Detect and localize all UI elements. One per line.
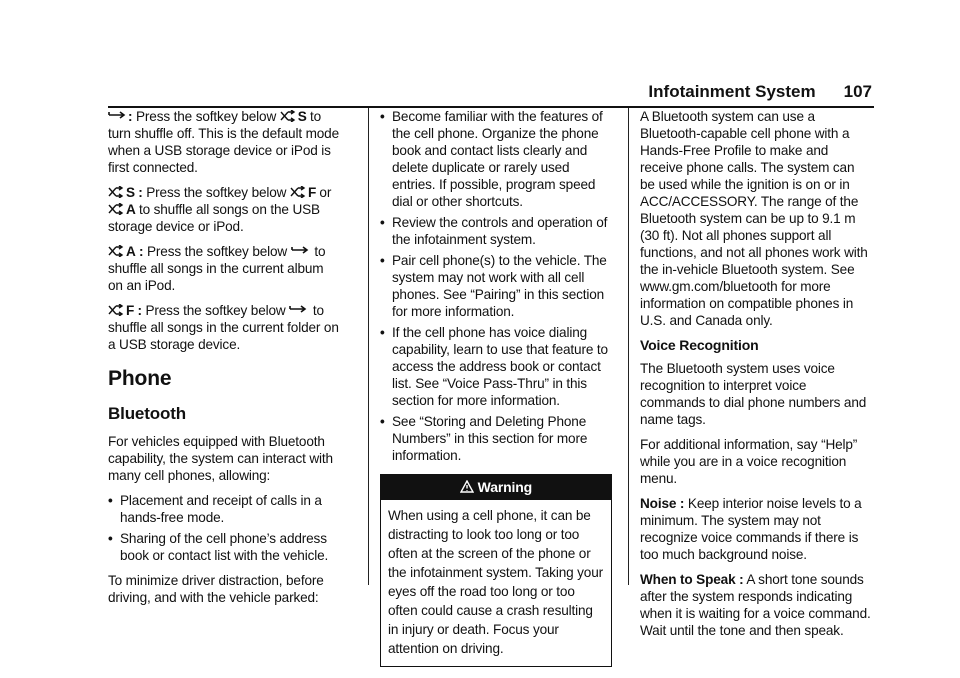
- repeat-arrow-icon: [291, 244, 311, 259]
- minimize-distraction-text: To minimize driver distraction, before driving, and with the vehicle parked:: [108, 573, 324, 605]
- bluetooth-bullets: [108, 492, 340, 564]
- warning-text: When using a cell phone, it can be distracting to look too long or too often at the screen of the phone or the infotainment system. Taking your eyes off the road too long or too often could cause a crash resulting in injury or death. Focus your attention on driving.: [388, 508, 603, 656]
- column-2: [380, 108, 612, 667]
- shuffle-off-paragraph: [108, 108, 340, 176]
- warning-title: Warning: [477, 479, 533, 495]
- shuffle-all-paragraph: S : Press the softkey below F or A to shuffle all songs on the USB storage device or iPod.: [108, 185, 332, 234]
- list-item: • Sharing of the cell phone’s address book or contact list with the vehicle.: [108, 530, 340, 564]
- when-to-speak-label: When to Speak :: [640, 572, 744, 587]
- voice-recognition-text: The Bluetooth system uses voice recognition to interpret voice commands to dial phone numbers and name tags.: [640, 361, 867, 427]
- warning-triangle-icon: [460, 479, 474, 495]
- page-header: [648, 82, 872, 102]
- warning-box: [380, 474, 612, 667]
- list-item: • Placement and receipt of calls in a hands-free mode.: [108, 492, 340, 526]
- page-number: 107: [843, 82, 872, 101]
- repeat-arrow-icon: [289, 303, 309, 318]
- when-to-speak-paragraph: When to Speak : A short tone sounds after the system responds indicating when it is waiting for a voice command. Wait until the tone and then speak.: [640, 572, 871, 638]
- text: to turn shuffle off. This is the default mode when a USB storage device or iPod is first connected.: [108, 109, 339, 175]
- list-item: • Become familiar with the features of the cell phone. Organize the phone book and contact lists clearly and delete duplicate or rarely used entries. If possible, program speed dial or other shortcuts.: [380, 108, 612, 210]
- shuffle-icon: S: [108, 185, 135, 200]
- list-item: • Pair cell phone(s) to the vehicle. The system may not work with all cell phones. See “Pairing” in this section for more information.: [380, 252, 612, 320]
- bluetooth-heading: Bluetooth: [108, 404, 186, 423]
- shuffle-icon: F: [290, 185, 316, 200]
- shuffle-icon: A: [108, 202, 135, 217]
- shuffle-album-paragraph: A : Press the softkey below to shuffle all songs in the current album on an iPod.: [108, 244, 326, 293]
- shuffle-icon: A: [108, 244, 135, 259]
- repeat-arrow-icon: [108, 109, 128, 124]
- column-3: [640, 108, 872, 647]
- column-divider: [368, 108, 369, 585]
- list-item: • See “Storing and Deleting Phone Numbers” in this section for more information.: [380, 413, 612, 464]
- bluetooth-intro: For vehicles equipped with Bluetooth capability, the system can interact with many cell phones, allowing:: [108, 434, 333, 483]
- phone-heading: Phone: [108, 367, 172, 390]
- list-item: • If the cell phone has voice dialing capability, learn to use that feature to access the address book or contact list. See “Voice Pass-Thru” in this section for more information.: [380, 324, 612, 409]
- header-title: Infotainment System: [648, 82, 816, 101]
- noise-label: Noise :: [640, 496, 685, 511]
- column-1: [108, 108, 340, 614]
- text: Press the softkey below: [132, 109, 280, 124]
- shuffle-icon: S: [280, 109, 307, 124]
- bluetooth-description: A Bluetooth system can use a Bluetooth-capable cell phone with a Hands-Free Profile to make and receive phone calls. The system can be used while the ignition is on or in ACC/ACCESSORY. The range of the Bluetooth system can be up to 9.1 m (30 ft). Not all phones support all functions, and not all phones work with the in-vehicle Bluetooth system. See www.gm.com/bluetooth for more information on compatible phones in U.S. and Canada only.: [640, 109, 868, 328]
- column-divider: [628, 108, 629, 585]
- shuffle-folder-paragraph: F : Press the softkey below to shuffle all songs in the current folder on a USB storage device.: [108, 303, 339, 352]
- list-item: • Review the controls and operation of the infotainment system.: [380, 214, 612, 248]
- shuffle-icon: F: [108, 303, 134, 318]
- warning-header: [381, 475, 611, 500]
- preparation-bullets: [380, 108, 612, 464]
- voice-recognition-heading: Voice Recognition: [640, 337, 759, 353]
- noise-paragraph: Noise : Keep interior noise levels to a minimum. The system may not recognize voice commands if there is too much background noise.: [640, 496, 862, 562]
- label-colon: :: [128, 109, 133, 124]
- help-text: For additional information, say “Help” while you are in a voice recognition menu.: [640, 437, 858, 486]
